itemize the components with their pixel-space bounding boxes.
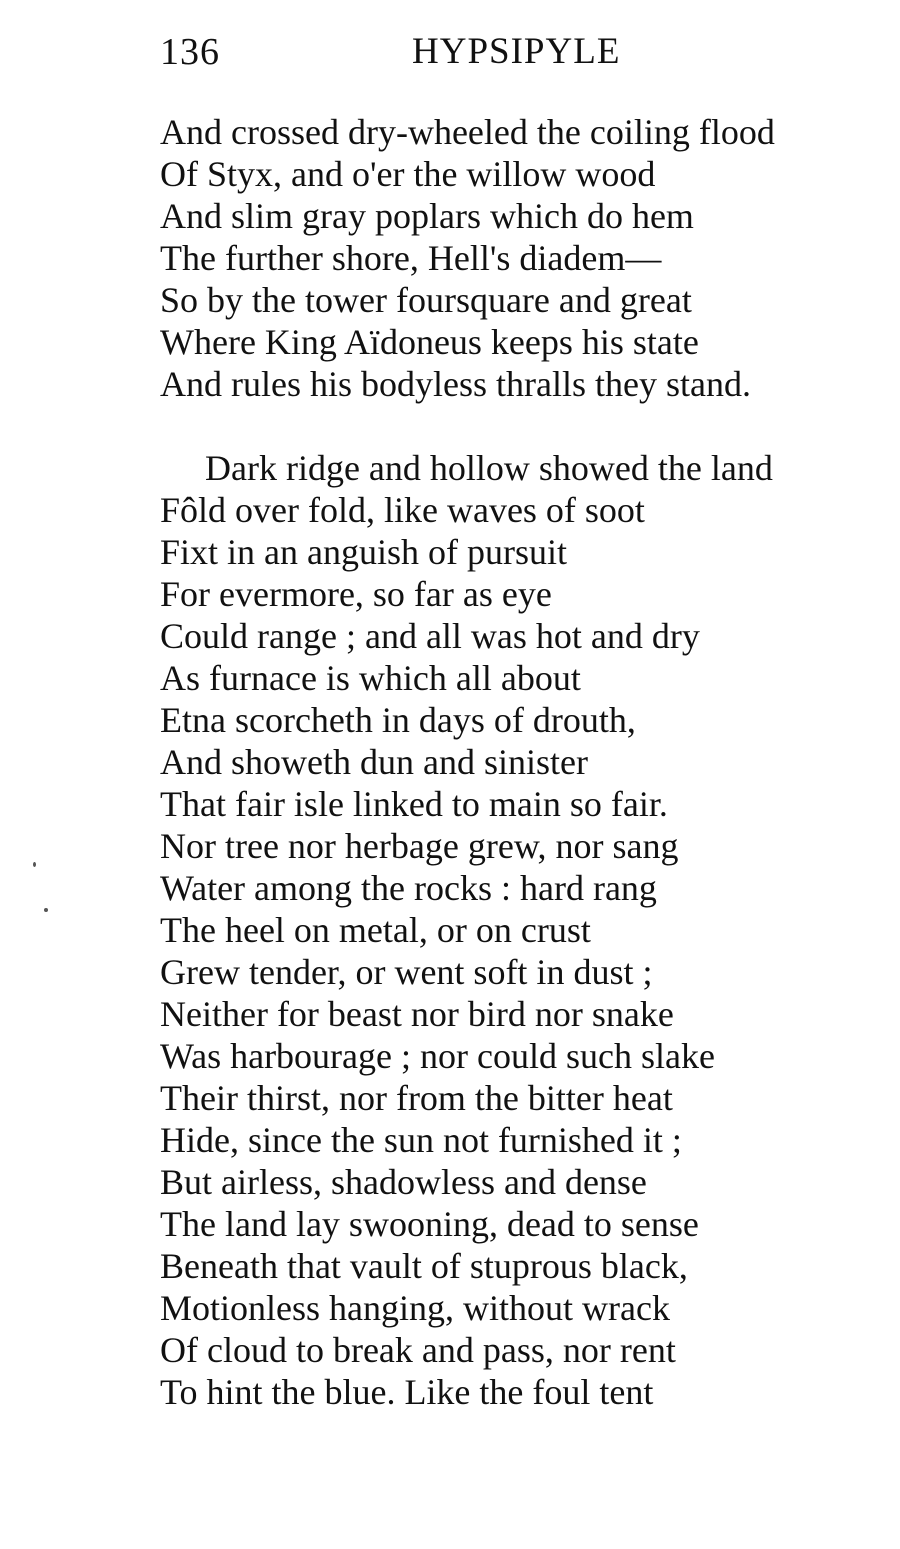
poem-line: That fair isle linked to main so fair. <box>160 784 668 824</box>
poem-line: The heel on metal, or on crust <box>160 910 591 950</box>
poem-line: Where King Aïdoneus keeps his state <box>160 322 699 362</box>
page-number: 136 <box>160 31 220 73</box>
stanza-2 <box>160 447 773 1413</box>
poem-line: Of Styx, and o'er the willow wood <box>160 154 656 194</box>
scan-speck <box>33 862 36 867</box>
poem-line: And showeth dun and sinister <box>160 742 588 782</box>
poem-line: For evermore, so far as eye <box>160 574 552 614</box>
poem-line: Fôld over fold, like waves of soot <box>160 490 645 530</box>
poem-line: Beneath that vault of stuprous black, <box>160 1246 688 1286</box>
poem-line: As furnace is which all about <box>160 658 581 698</box>
poem-line: And crossed dry-wheeled the coiling flood <box>160 112 775 152</box>
poem-line: To hint the blue. Like the foul tent <box>160 1372 654 1412</box>
poem-line: The further shore, Hell's diadem— <box>160 238 662 278</box>
running-head: HYPSIPYLE <box>412 31 621 72</box>
poem-line: Fixt in an anguish of pursuit <box>160 532 567 572</box>
poem-line: And rules his bodyless thralls they stand. <box>160 364 751 404</box>
poem-line: The land lay swooning, dead to sense <box>160 1204 699 1244</box>
poem-line: Neither for beast nor bird nor snake <box>160 994 674 1034</box>
poem-line: Grew tender, or went soft in dust ; <box>160 952 653 992</box>
poem-line: And slim gray poplars which do hem <box>160 196 694 236</box>
poem-line: Was harbourage ; nor could such slake <box>160 1036 715 1076</box>
poem-line: Of cloud to break and pass, nor rent <box>160 1330 676 1370</box>
stanza-1 <box>160 111 775 405</box>
poem-line: Dark ridge and hollow showed the land <box>205 448 773 488</box>
poem-line: Etna scorcheth in days of drouth, <box>160 700 636 740</box>
poem-line: Hide, since the sun not furnished it ; <box>160 1120 682 1160</box>
page-header <box>160 30 860 80</box>
poem-line: Could range ; and all was hot and dry <box>160 616 700 656</box>
poem-line: Motionless hanging, without wrack <box>160 1288 670 1328</box>
scan-speck <box>44 908 48 912</box>
poem-line: Their thirst, nor from the bitter heat <box>160 1078 673 1118</box>
poem-line: Nor tree nor herbage grew, nor sang <box>160 826 679 866</box>
poem-line: But airless, shadowless and dense <box>160 1162 647 1202</box>
poem-line: So by the tower foursquare and great <box>160 280 692 320</box>
poem-line: Water among the rocks : hard rang <box>160 868 657 908</box>
